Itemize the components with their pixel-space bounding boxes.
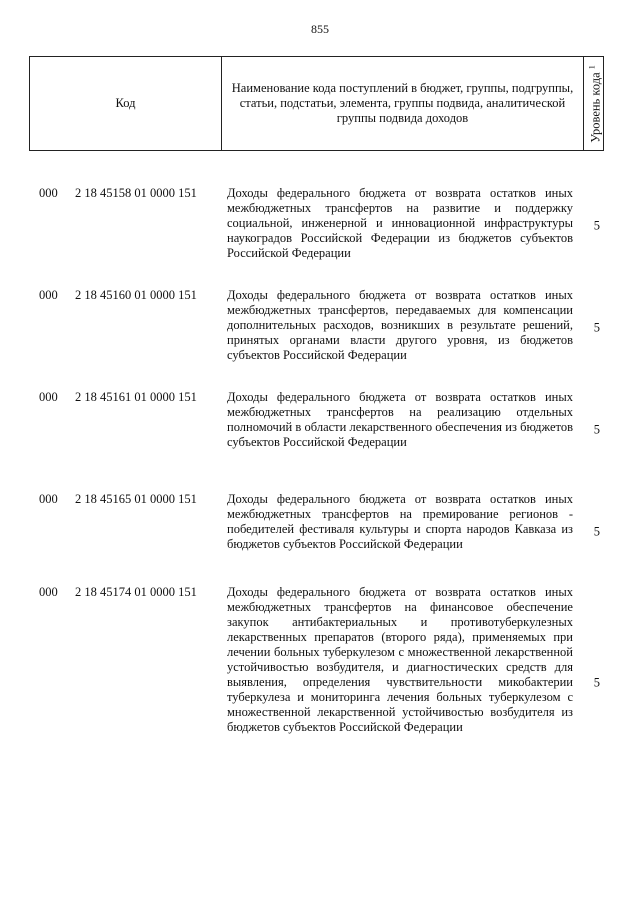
header-name-cell xyxy=(222,57,584,150)
row-description: Доходы федерального бюджета от возврата остатков иных межбюджетных трансфертов на финансовое обеспечение закупок антибактериальных и противотуберкулезных лекарственных препаратов (второго ряда), применяемых при лечении больных туберкулезом с множественной лекарственной устойчивостью возбудителя, и диагностических средств для выявления, определения чувствительности микобактерии туберкулеза и мониторинга лечения больных туберкулезом с множественной лекарственной устойчивостью возбудителя из бюджетов субъектов Российской Федерации xyxy=(227,585,573,734)
table-row xyxy=(0,492,640,572)
header-level-label: Уровень кода xyxy=(588,71,603,143)
row-description: Доходы федерального бюджета от возврата остатков иных межбюджетных трансфертов на реализацию отдельных полномочий в области лекарственного обеспечения из бюджетов субъектов Российской Федерации xyxy=(227,390,573,449)
row-kbk-code: 2 18 45158 01 0000 151 xyxy=(75,186,197,200)
row-level: 5 xyxy=(593,524,600,539)
header-code-cell xyxy=(30,57,222,150)
row-level: 5 xyxy=(593,320,600,335)
table-row xyxy=(0,585,640,780)
table-header xyxy=(29,56,604,151)
row-level: 5 xyxy=(593,422,600,437)
table-row xyxy=(0,186,640,266)
page-number: 855 xyxy=(311,22,329,36)
row-level: 5 xyxy=(593,675,600,689)
row-admin-code: 000 xyxy=(39,585,58,599)
header-name-label: Наименование кода поступлений в бюджет, группы, подгруппы, статьи, подстатьи, элемента, группы подвида, аналитической группы подвида доходов xyxy=(231,81,574,125)
row-admin-code: 000 xyxy=(39,492,58,506)
row-kbk-code: 2 18 45165 01 0000 151 xyxy=(75,492,197,506)
header-level-cell xyxy=(584,57,603,150)
row-kbk-code: 2 18 45161 01 0000 151 xyxy=(75,390,197,404)
row-description: Доходы федерального бюджета от возврата остатков иных межбюджетных трансфертов на развитие и поддержку социальной, инженерной и инновационной инфраструктуры наукоградов Российской Федерации из бюджетов субъектов Российской Федерации xyxy=(227,186,573,260)
table-row xyxy=(0,390,640,470)
row-admin-code: 000 xyxy=(39,390,58,404)
table-body xyxy=(0,186,640,780)
row-admin-code: 000 xyxy=(39,288,58,302)
row-kbk-code: 2 18 45174 01 0000 151 xyxy=(75,585,197,599)
row-description: Доходы федерального бюджета от возврата остатков иных межбюджетных трансфертов, передаваемых для компенсации дополнительных расходов, возникших в результате решений, принятых органами власти другого уровня, из бюджетов субъектов Российской Федерации xyxy=(227,288,573,362)
row-admin-code: 000 xyxy=(39,186,58,200)
row-description: Доходы федерального бюджета от возврата остатков иных межбюджетных трансфертов на премирование регионов - победителей фестиваля культуры и спорта народов Кавказа из бюджетов субъектов Российской Федерации xyxy=(227,492,573,551)
header-level-rotated xyxy=(584,65,603,143)
row-kbk-code: 2 18 45160 01 0000 151 xyxy=(75,288,197,302)
row-level: 5 xyxy=(593,218,600,233)
header-level-footnote: 1 xyxy=(586,64,596,69)
header-code-label: Код xyxy=(115,96,136,110)
table-row xyxy=(0,288,640,368)
